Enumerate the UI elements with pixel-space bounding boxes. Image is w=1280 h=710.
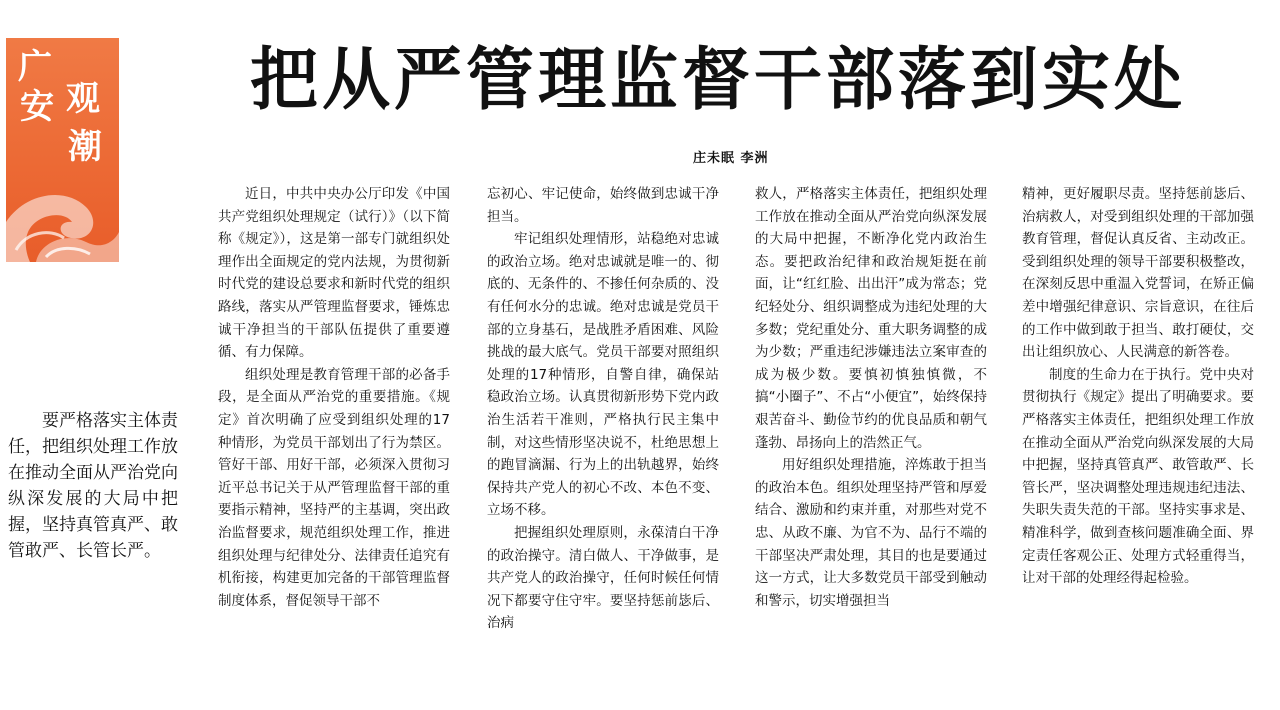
paragraph: 制度的生命力在于执行。党中央对贯彻执行《规定》提出了明确要求。要严格落实主体责任，把组织处理工作放在推动全面从严治党向纵深发展的大局中把握，坚持真管真严、敢管敢严、长管长严，坚决调整处理违规违纪违法、失职失责失范的干部。坚持实事求是、精准科学，做到查核问题准确全面、界定责任客观公正、处理方式轻重得当，让对干部的处理经得起检验。 [1022, 366, 1254, 587]
article-author: 庄未眠 李洲 [693, 151, 769, 166]
pull-quote [8, 408, 178, 564]
badge-char: 安 [20, 87, 54, 127]
article-column-3 [755, 183, 987, 695]
badge-char: 潮 [68, 127, 102, 167]
article-title: 把从严管理监督干部落到实处 [250, 40, 1187, 120]
paragraph: 组织处理是教育管理干部的必备手段，是全面从严治党的重要措施。《规定》首次明确了应受到组织处理的17种情形，为党员干部划出了行为禁区。管好干部、用好干部，必须深入贯彻习近平总书记关于从严管理监督干部的重要指示精神，坚持严的主基调，突出政治监督要求，规范组织处理工作，推进组织处理与纪律处分、法律责任追究有机衔接，构建更加完备的干部管理监督制度体系，督促领导干部不 [218, 366, 450, 609]
paragraph: 救人，严格落实主体责任，把组织处理工作放在推动全面从严治党向纵深发展的大局中把握，不断净化党内政治生态。要把政治纪律和政治规矩挺在前面，让“红红脸、出出汗”成为常态；党纪轻处分、组织调整成为违纪处理的大多数；党纪重处分、重大职务调整的成为少数；严重违纪涉嫌违法立案审查的成为极少数。要慎初慎独慎微，不搞“小圈子”、不占“小便宜”，始终保持艰苦奋斗、勤俭节约的优良品质和朝气蓬勃、昂扬向上的浩然正气。 [755, 186, 987, 451]
paragraph: 近日，中共中央办公厅印发《中国共产党组织处理规定（试行）》（以下简称《规定》），这是第一部专门就组织处理作出全面规定的党内法规，为贯彻新时代党的建设总要求和新时代党的组织路线，落实从严管理监督要求，锤炼忠诚干净担当的干部队伍提供了重要遵循、有力保障。 [218, 186, 450, 361]
article-column-1 [218, 183, 450, 695]
badge-char: 观 [66, 79, 100, 119]
wave-icon [6, 162, 119, 262]
paragraph: 牢记组织处理情形，站稳绝对忠诚的政治立场。绝对忠诚就是唯一的、彻底的、无条件的、不掺任何杂质的、没有任何水分的忠诚。绝对忠诚是党员干部的立身基石，是战胜矛盾困难、风险挑战的最大底气。党员干部要对照组织处理的17种情形，自警自律，确保站稳政治立场。认真贯彻新形势下党内政治生活若干准则，严格执行民主集中制，对这些情形坚决说不，杜绝思想上的跑冒滴漏、行为上的出轨越界，始终保持共产党人的初心不改、本色不变、立场不移。 [487, 231, 719, 519]
article-column-4 [1022, 183, 1254, 695]
paragraph: 用好组织处理措施，淬炼敢于担当的政治本色。组织处理坚持严管和厚爱结合、激励和约束并重，对那些对党不忠、从政不廉、为官不为、品行不端的干部坚决严肃处理，其目的也是要通过这一方式，让大多数党员干部受到触动和警示，切实增强担当 [755, 457, 987, 609]
column-logo-badge [6, 38, 119, 262]
badge-char: 广 [18, 47, 52, 87]
paragraph: 精神，更好履职尽责。坚持惩前毖后、治病救人，对受到组织处理的干部加强教育管理，督促认真反省、主动改正。受到组织处理的领导干部要积极整改，在深刻反思中重温入党誓词，在矫正偏差中增强纪律意识、宗旨意识，在往后的工作中做到敢于担当、敢打硬仗，交出让组织放心、人民满意的新答卷。 [1022, 186, 1254, 361]
article-column-2 [487, 183, 719, 695]
pull-quote-text: 要严格落实主体责任，把组织处理工作放在推动全面从严治党向纵深发展的大局中把握，坚持真管真严、敢管敢严、长管长严。 [8, 411, 178, 561]
paragraph: 把握组织处理原则，永葆清白干净的政治操守。清白做人、干净做事，是共产党人的政治操守，任何时候任何情况下都要守住守牢。要坚持惩前毖后、治病 [487, 524, 719, 632]
paragraph: 忘初心、牢记使命，始终做到忠诚干净担当。 [487, 186, 719, 225]
